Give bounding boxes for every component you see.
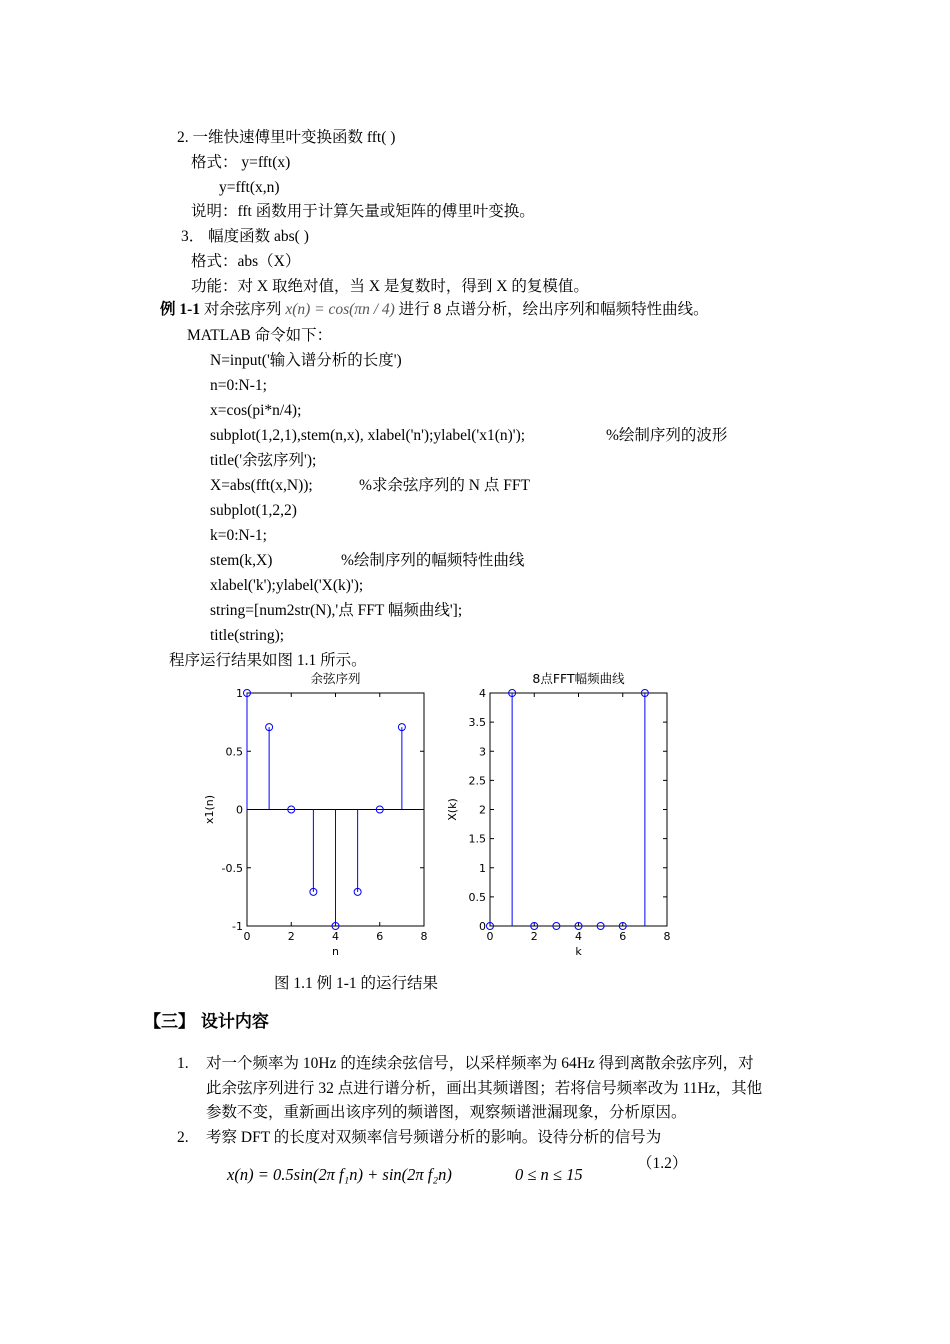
code-line-3: x=cos(pi*n/4); (210, 402, 302, 419)
y-tick-label: 3 (479, 745, 486, 759)
code-line-2: n=0:N-1; (210, 377, 267, 394)
code-line-11: string=[num2str(N),'点 FFT 幅频曲线']; (210, 602, 463, 619)
x-tick-label: 4 (332, 930, 339, 943)
item-1-line-3: 参数不变，重新画出该序列的频谱图，观察频谱泄漏现象，分析原因。 (206, 1104, 687, 1121)
y-tick-label: 0.5 (468, 890, 486, 904)
item-2-number: 2. (177, 1129, 189, 1146)
code-line-6: X=abs(fft(x,N)); (210, 477, 313, 494)
fft-format-1: 格式： y=fft(x) (191, 154, 291, 171)
y-axis-label: X(k) (446, 798, 459, 821)
x-axis-label: k (575, 945, 582, 958)
heading-fft: 2. 一维快速傅里叶变换函数 fft( ) (177, 129, 396, 146)
y-tick-label: 0.5 (225, 745, 243, 759)
y-tick-label: 1 (479, 861, 486, 875)
item-1-line-1: 对一个频率为 10Hz 的连续余弦信号，以采样频率为 64Hz 得到离散余弦序列，对 (206, 1055, 754, 1072)
y-tick-label: 0 (479, 920, 486, 933)
code-comment-4: %绘制序列的波形 (606, 427, 728, 444)
code-comment-6: %求余弦序列的 N 点 FFT (359, 477, 530, 494)
code-line-12: title(string); (210, 627, 285, 644)
x-tick-label: 0 (243, 930, 251, 943)
figure-1-1 (190, 668, 690, 963)
x-axis-label: n (332, 945, 339, 958)
x-tick-label: 8 (663, 930, 671, 943)
code-comment-9: %绘制序列的幅频特性曲线 (341, 552, 525, 569)
subplot-title: 8点FFT幅频曲线 (532, 671, 625, 686)
item-1-line-2: 此余弦序列进行 32 点进行谱分析，画出其频谱图；若将信号频率改为 11Hz，其他 (206, 1080, 763, 1097)
x-tick-label: 6 (376, 930, 384, 943)
x-tick-label: 6 (619, 930, 627, 943)
example-formula: x(n) = cos(πn / 4) (285, 301, 395, 318)
item-2-line-1: 考察 DFT 的长度对双频率信号频谱分析的影响。设待分析的信号为 (206, 1129, 662, 1146)
y-axis-label: x1(n) (203, 794, 216, 825)
x-tick-label: 0 (486, 930, 494, 943)
code-line-5: title('余弦序列'); (210, 452, 317, 469)
y-tick-label: 0 (236, 803, 243, 817)
subplot-1 (203, 671, 428, 958)
equation-1-2: x(n) = 0.5sin(2π f₁n) + sin(2π f₂n) (227, 1165, 452, 1184)
y-tick-label: 3.5 (468, 716, 486, 730)
axes-box (490, 693, 667, 926)
y-tick-label: -1 (232, 920, 243, 933)
x-tick-label: 2 (287, 930, 295, 943)
x-tick-label: 2 (530, 930, 538, 943)
y-tick-label: 2.5 (468, 774, 486, 788)
item-1-number: 1. (177, 1055, 189, 1072)
example-post: 进行 8 点谱分析，绘出序列和幅频特性曲线。 (394, 301, 709, 318)
result-intro: 程序运行结果如图 1.1 所示。 (169, 652, 367, 669)
fft-description: 说明：fft 函数用于计算矢量或矩阵的傅里叶变换。 (191, 203, 535, 220)
example-label: 例 1-1 (160, 301, 201, 318)
y-tick-label: 1.5 (468, 832, 486, 846)
figure-caption: 图 1.1 例 1-1 的运行结果 (274, 975, 439, 992)
y-tick-label: 1 (236, 687, 243, 700)
equation-label: （1.2） (637, 1155, 688, 1172)
example-statement (160, 300, 709, 320)
code-line-10: xlabel('k');ylabel('X(k)'); (210, 577, 364, 594)
subplot-title: 余弦序列 (310, 671, 361, 686)
abs-format: 格式：abs（X） (191, 253, 301, 270)
fft-format-2: y=fft(x,n) (219, 179, 280, 196)
heading-abs: 3． 幅度函数 abs( ) (181, 228, 309, 245)
code-line-8: k=0:N-1; (210, 527, 267, 544)
section-heading-design: 【三】 设计内容 (144, 1012, 269, 1032)
matlab-intro: MATLAB 命令如下： (187, 327, 333, 344)
y-tick-label: -0.5 (221, 861, 243, 875)
y-tick-label: 4 (479, 687, 486, 700)
code-line-7: subplot(1,2,2) (210, 502, 297, 519)
subplot-2 (446, 671, 671, 958)
x-tick-label: 4 (575, 930, 582, 943)
equation-range: 0 ≤ n ≤ 15 (515, 1165, 583, 1184)
code-line-4: subplot(1,2,1),stem(n,x), xlabel('n');ylabel('x1(n)'); (210, 427, 526, 444)
y-tick-label: 2 (479, 803, 486, 817)
abs-function: 功能：对 X 取绝对值，当 X 是复数时，得到 X 的复模值。 (191, 278, 589, 295)
code-line-9: stem(k,X) (210, 552, 273, 569)
x-tick-label: 8 (420, 930, 428, 943)
code-line-1: N=input('输入谱分析的长度') (210, 352, 402, 369)
example-pre: 对余弦序列 (200, 301, 286, 318)
